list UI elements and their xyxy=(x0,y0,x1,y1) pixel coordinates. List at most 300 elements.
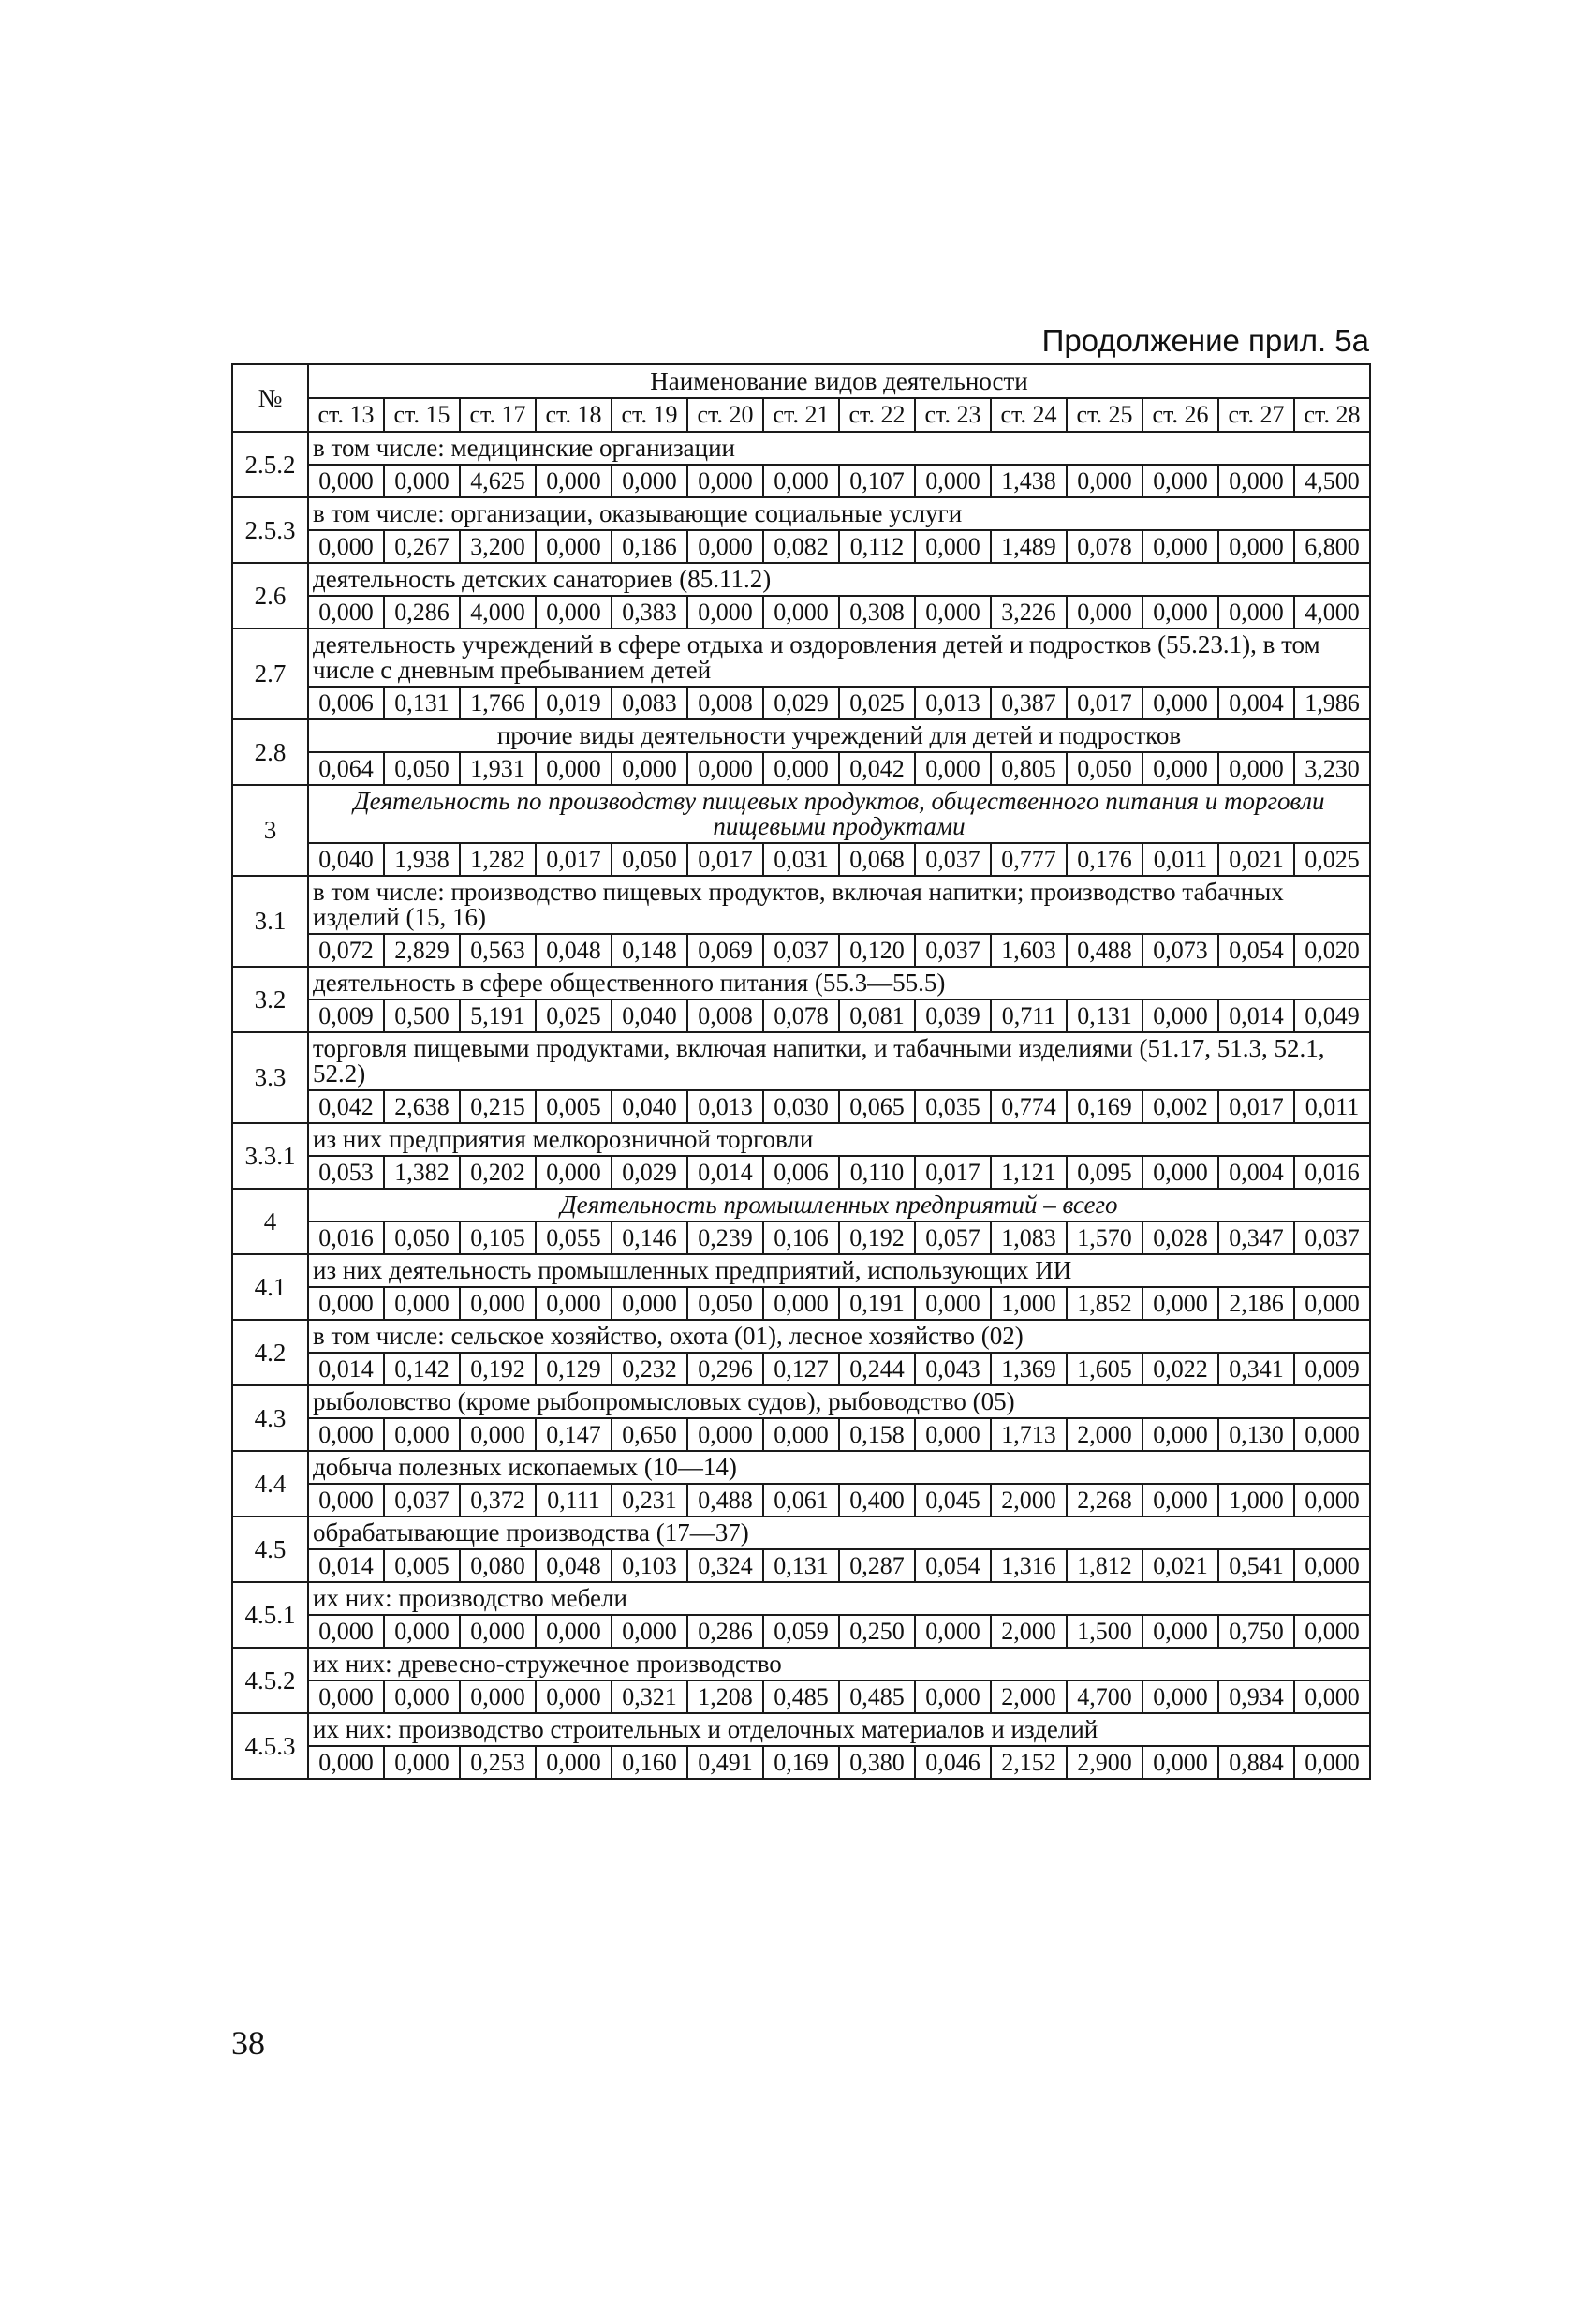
value-cell: 4,700 xyxy=(1067,1680,1142,1713)
value-cell: 0,000 xyxy=(687,596,763,629)
row-number: 2.5.2 xyxy=(232,432,308,497)
column-header: ст. 19 xyxy=(612,398,687,432)
column-header: ст. 15 xyxy=(384,398,460,432)
value-cell: 0,267 xyxy=(384,530,460,563)
value-cell: 0,053 xyxy=(308,1156,384,1189)
value-cell: 0,055 xyxy=(536,1221,612,1254)
value-cell: 0,324 xyxy=(687,1549,763,1582)
value-cell: 0,059 xyxy=(763,1615,839,1648)
value-cell: 0,000 xyxy=(915,596,991,629)
table-row-values xyxy=(232,687,1370,719)
table-row-values xyxy=(232,596,1370,629)
row-number: 2.6 xyxy=(232,563,308,629)
value-cell: 0,541 xyxy=(1218,1549,1294,1582)
value-cell: 2,000 xyxy=(1067,1418,1142,1451)
value-cell: 0,000 xyxy=(1294,1680,1370,1713)
value-cell: 0,035 xyxy=(915,1090,991,1123)
table-row-description xyxy=(232,1123,1370,1156)
value-cell: 0,129 xyxy=(536,1353,612,1385)
value-cell: 0,064 xyxy=(308,752,384,785)
row-number: 4.5 xyxy=(232,1517,308,1582)
table-row-values xyxy=(232,1746,1370,1779)
value-cell: 0,321 xyxy=(612,1680,687,1713)
value-cell: 0,169 xyxy=(763,1746,839,1779)
value-cell: 0,037 xyxy=(763,934,839,967)
table-row-values xyxy=(232,934,1370,967)
value-cell: 0,286 xyxy=(687,1615,763,1648)
value-cell: 0,000 xyxy=(687,752,763,785)
header-group-title: Наименование видов деятельности xyxy=(308,364,1370,398)
value-cell: 0,017 xyxy=(536,843,612,876)
value-cell: 0,000 xyxy=(1294,1615,1370,1648)
table-row-values xyxy=(232,530,1370,563)
activity-coefficients-table xyxy=(231,363,1371,1780)
value-cell: 0,037 xyxy=(1294,1221,1370,1254)
column-header: ст. 23 xyxy=(915,398,991,432)
value-cell: 0,884 xyxy=(1218,1746,1294,1779)
value-cell: 0,000 xyxy=(384,465,460,497)
value-cell: 0,037 xyxy=(915,934,991,967)
value-cell: 1,605 xyxy=(1067,1353,1142,1385)
value-cell: 0,082 xyxy=(763,530,839,563)
value-cell: 0,000 xyxy=(536,752,612,785)
value-cell: 3,200 xyxy=(460,530,536,563)
page-number: 38 xyxy=(231,2024,265,2062)
value-cell: 0,000 xyxy=(1142,1680,1218,1713)
value-cell: 0,000 xyxy=(536,1615,612,1648)
row-number: 4.3 xyxy=(232,1385,308,1451)
value-cell: 0,131 xyxy=(763,1549,839,1582)
table-row-values xyxy=(232,1221,1370,1254)
value-cell: 0,000 xyxy=(1067,465,1142,497)
value-cell: 0,000 xyxy=(308,1484,384,1517)
value-cell: 0,048 xyxy=(536,1549,612,1582)
value-cell: 0,105 xyxy=(460,1221,536,1254)
value-cell: 0,006 xyxy=(308,687,384,719)
value-cell: 0,022 xyxy=(1142,1353,1218,1385)
value-cell: 0,025 xyxy=(839,687,915,719)
value-cell: 0,347 xyxy=(1218,1221,1294,1254)
value-cell: 0,037 xyxy=(915,843,991,876)
value-cell: 0,028 xyxy=(1142,1221,1218,1254)
value-cell: 0,500 xyxy=(384,999,460,1032)
value-cell: 0,000 xyxy=(915,465,991,497)
value-cell: 0,017 xyxy=(687,843,763,876)
value-cell: 0,120 xyxy=(839,934,915,967)
value-cell: 0,286 xyxy=(384,596,460,629)
value-cell: 4,000 xyxy=(460,596,536,629)
value-cell: 0,169 xyxy=(1067,1090,1142,1123)
column-header: ст. 18 xyxy=(536,398,612,432)
value-cell: 0,078 xyxy=(763,999,839,1032)
value-cell: 0,000 xyxy=(612,752,687,785)
value-cell: 0,054 xyxy=(915,1549,991,1582)
value-cell: 0,048 xyxy=(536,934,612,967)
value-cell: 0,192 xyxy=(460,1353,536,1385)
value-cell: 4,500 xyxy=(1294,465,1370,497)
value-cell: 0,000 xyxy=(612,465,687,497)
activity-description: прочие виды деятельности учреждений для детей и подростков xyxy=(308,719,1370,752)
row-number: 3.2 xyxy=(232,967,308,1032)
value-cell: 0,021 xyxy=(1142,1549,1218,1582)
value-cell: 1,208 xyxy=(687,1680,763,1713)
column-header: ст. 28 xyxy=(1294,398,1370,432)
value-cell: 0,127 xyxy=(763,1353,839,1385)
activity-description: в том числе: сельское хозяйство, охота (01), лесное хозяйство (02) xyxy=(308,1320,1370,1353)
activity-description: Деятельность промышленных предприятий – всего xyxy=(308,1189,1370,1221)
activity-description: из них деятельность промышленных предприятий, использующих ИИ xyxy=(308,1254,1370,1287)
value-cell: 0,000 xyxy=(687,465,763,497)
value-cell: 0,176 xyxy=(1067,843,1142,876)
value-cell: 0,308 xyxy=(839,596,915,629)
value-cell: 0,142 xyxy=(384,1353,460,1385)
value-cell: 0,004 xyxy=(1218,687,1294,719)
value-cell: 0,192 xyxy=(839,1221,915,1254)
value-cell: 0,000 xyxy=(1142,1418,1218,1451)
activity-description: в том числе: медицинские организации xyxy=(308,432,1370,465)
activity-description: деятельность учреждений в сфере отдыха и оздоровления детей и подростков (55.23.1), в том числе с дневным пребыванием детей xyxy=(308,629,1370,687)
value-cell: 0,380 xyxy=(839,1746,915,1779)
value-cell: 0,017 xyxy=(1067,687,1142,719)
value-cell: 0,000 xyxy=(1294,1484,1370,1517)
value-cell: 0,014 xyxy=(308,1549,384,1582)
value-cell: 0,000 xyxy=(536,530,612,563)
value-cell: 0,000 xyxy=(308,1615,384,1648)
value-cell: 0,045 xyxy=(915,1484,991,1517)
table-row-values xyxy=(232,752,1370,785)
value-cell: 0,029 xyxy=(612,1156,687,1189)
value-cell: 0,000 xyxy=(460,1680,536,1713)
table-row-description xyxy=(232,719,1370,752)
column-header: ст. 26 xyxy=(1142,398,1218,432)
value-cell: 0,186 xyxy=(612,530,687,563)
value-cell: 1,382 xyxy=(384,1156,460,1189)
value-cell: 0,002 xyxy=(1142,1090,1218,1123)
value-cell: 0,158 xyxy=(839,1418,915,1451)
header-row xyxy=(232,364,1370,398)
table-row-values xyxy=(232,1090,1370,1123)
value-cell: 0,017 xyxy=(915,1156,991,1189)
table-row-description xyxy=(232,563,1370,596)
value-cell: 1,000 xyxy=(991,1287,1067,1320)
value-cell: 0,387 xyxy=(991,687,1067,719)
value-cell: 0,000 xyxy=(1294,1287,1370,1320)
value-cell: 0,111 xyxy=(536,1484,612,1517)
activity-description: добыча полезных ископаемых (10—14) xyxy=(308,1451,1370,1484)
value-cell: 4,625 xyxy=(460,465,536,497)
row-number: 2.7 xyxy=(232,629,308,719)
value-cell: 0,014 xyxy=(308,1353,384,1385)
value-cell: 0,000 xyxy=(308,596,384,629)
value-cell: 0,215 xyxy=(460,1090,536,1123)
value-cell: 0,000 xyxy=(1218,465,1294,497)
row-number: 4.5.1 xyxy=(232,1582,308,1648)
row-number: 4 xyxy=(232,1189,308,1254)
value-cell: 0,050 xyxy=(384,1221,460,1254)
value-cell: 0,107 xyxy=(839,465,915,497)
value-cell: 5,191 xyxy=(460,999,536,1032)
value-cell: 0,777 xyxy=(991,843,1067,876)
value-cell: 0,000 xyxy=(612,1287,687,1320)
value-cell: 1,438 xyxy=(991,465,1067,497)
table-row-description xyxy=(232,1713,1370,1746)
value-cell: 0,805 xyxy=(991,752,1067,785)
value-cell: 3,226 xyxy=(991,596,1067,629)
value-cell: 0,232 xyxy=(612,1353,687,1385)
column-header: ст. 13 xyxy=(308,398,384,432)
table-row-values xyxy=(232,1615,1370,1648)
value-cell: 0,000 xyxy=(536,1156,612,1189)
value-cell: 0,061 xyxy=(763,1484,839,1517)
value-cell: 0,016 xyxy=(1294,1156,1370,1189)
value-cell: 0,000 xyxy=(763,465,839,497)
row-number: 4.2 xyxy=(232,1320,308,1385)
value-cell: 0,078 xyxy=(1067,530,1142,563)
value-cell: 0,112 xyxy=(839,530,915,563)
value-cell: 0,000 xyxy=(308,1287,384,1320)
value-cell: 1,369 xyxy=(991,1353,1067,1385)
value-cell: 0,013 xyxy=(915,687,991,719)
table-row-description xyxy=(232,876,1370,934)
value-cell: 0,031 xyxy=(763,843,839,876)
value-cell: 0,563 xyxy=(460,934,536,967)
activity-description: в том числе: производство пищевых продуктов, включая напитки; производство табачных изделий (15, 16) xyxy=(308,876,1370,934)
value-cell: 0,146 xyxy=(612,1221,687,1254)
value-cell: 1,713 xyxy=(991,1418,1067,1451)
value-cell: 1,083 xyxy=(991,1221,1067,1254)
value-cell: 2,829 xyxy=(384,934,460,967)
value-cell: 0,239 xyxy=(687,1221,763,1254)
table-row-values xyxy=(232,999,1370,1032)
value-cell: 0,000 xyxy=(1294,1746,1370,1779)
value-cell: 0,011 xyxy=(1294,1090,1370,1123)
activity-description: их них: производство мебели xyxy=(308,1582,1370,1615)
value-cell: 2,186 xyxy=(1218,1287,1294,1320)
value-cell: 0,491 xyxy=(687,1746,763,1779)
value-cell: 0,040 xyxy=(308,843,384,876)
value-cell: 0,000 xyxy=(1294,1418,1370,1451)
value-cell: 0,042 xyxy=(308,1090,384,1123)
row-number: 2.8 xyxy=(232,719,308,785)
value-cell: 0,000 xyxy=(1142,1287,1218,1320)
value-cell: 0,025 xyxy=(536,999,612,1032)
table-row-description xyxy=(232,1189,1370,1221)
value-cell: 0,485 xyxy=(839,1680,915,1713)
value-cell: 0,014 xyxy=(687,1156,763,1189)
value-cell: 0,750 xyxy=(1218,1615,1294,1648)
value-cell: 0,000 xyxy=(384,1418,460,1451)
value-cell: 0,296 xyxy=(687,1353,763,1385)
row-number: 3 xyxy=(232,785,308,876)
activity-description: их них: производство строительных и отделочных материалов и изделий xyxy=(308,1713,1370,1746)
value-cell: 0,000 xyxy=(1142,1156,1218,1189)
value-cell: 0,000 xyxy=(763,752,839,785)
value-cell: 0,000 xyxy=(915,530,991,563)
column-header: ст. 21 xyxy=(763,398,839,432)
value-cell: 0,009 xyxy=(308,999,384,1032)
value-cell: 0,016 xyxy=(308,1221,384,1254)
value-cell: 0,000 xyxy=(1142,752,1218,785)
table-row-values xyxy=(232,843,1370,876)
value-cell: 0,037 xyxy=(384,1484,460,1517)
value-cell: 0,130 xyxy=(1218,1418,1294,1451)
activity-description: рыболовство (кроме рыбопромысловых судов), рыбоводство (05) xyxy=(308,1385,1370,1418)
value-cell: 0,000 xyxy=(460,1418,536,1451)
value-cell: 0,008 xyxy=(687,687,763,719)
table-row-description xyxy=(232,1032,1370,1090)
value-cell: 0,072 xyxy=(308,934,384,967)
value-cell: 1,570 xyxy=(1067,1221,1142,1254)
value-cell: 0,050 xyxy=(1067,752,1142,785)
value-cell: 1,766 xyxy=(460,687,536,719)
table-row-values xyxy=(232,1484,1370,1517)
row-number: 4.5.3 xyxy=(232,1713,308,1779)
value-cell: 0,004 xyxy=(1218,1156,1294,1189)
value-cell: 0,005 xyxy=(536,1090,612,1123)
value-cell: 0,000 xyxy=(1142,1746,1218,1779)
value-cell: 6,800 xyxy=(1294,530,1370,563)
value-cell: 0,000 xyxy=(1142,465,1218,497)
value-cell: 0,000 xyxy=(308,1680,384,1713)
value-cell: 1,500 xyxy=(1067,1615,1142,1648)
table-row-description xyxy=(232,1320,1370,1353)
value-cell: 0,000 xyxy=(1142,1484,1218,1517)
value-cell: 0,065 xyxy=(839,1090,915,1123)
activity-description: Деятельность по производству пищевых продуктов, общественного питания и торговли пищевыми продуктами xyxy=(308,785,1370,843)
value-cell: 0,244 xyxy=(839,1353,915,1385)
value-cell: 0,095 xyxy=(1067,1156,1142,1189)
header-num-label: № xyxy=(232,364,308,432)
table-row-values xyxy=(232,1418,1370,1451)
activity-description: в том числе: организации, оказывающие социальные услуги xyxy=(308,497,1370,530)
value-cell: 0,000 xyxy=(1142,1615,1218,1648)
table-row-values xyxy=(232,1549,1370,1582)
value-cell: 0,485 xyxy=(763,1680,839,1713)
row-number: 3.3 xyxy=(232,1032,308,1123)
activity-description: деятельность детских санаториев (85.11.2) xyxy=(308,563,1370,596)
value-cell: 0,383 xyxy=(612,596,687,629)
table-row-description xyxy=(232,1451,1370,1484)
value-cell: 2,000 xyxy=(991,1615,1067,1648)
value-cell: 0,000 xyxy=(1218,596,1294,629)
value-cell: 0,103 xyxy=(612,1549,687,1582)
value-cell: 0,000 xyxy=(1067,596,1142,629)
value-cell: 0,000 xyxy=(763,596,839,629)
value-cell: 0,147 xyxy=(536,1418,612,1451)
value-cell: 0,000 xyxy=(384,1680,460,1713)
row-number: 3.1 xyxy=(232,876,308,967)
value-cell: 0,287 xyxy=(839,1549,915,1582)
table-row-description xyxy=(232,785,1370,843)
value-cell: 0,050 xyxy=(384,752,460,785)
value-cell: 0,013 xyxy=(687,1090,763,1123)
value-cell: 0,000 xyxy=(308,1418,384,1451)
value-cell: 0,000 xyxy=(384,1287,460,1320)
value-cell: 0,014 xyxy=(1218,999,1294,1032)
value-cell: 1,489 xyxy=(991,530,1067,563)
value-cell: 0,131 xyxy=(384,687,460,719)
value-cell: 0,011 xyxy=(1142,843,1218,876)
table-row-description xyxy=(232,629,1370,687)
value-cell: 0,073 xyxy=(1142,934,1218,967)
value-cell: 0,774 xyxy=(991,1090,1067,1123)
value-cell: 0,069 xyxy=(687,934,763,967)
value-cell: 0,110 xyxy=(839,1156,915,1189)
value-cell: 1,603 xyxy=(991,934,1067,967)
value-cell: 0,006 xyxy=(763,1156,839,1189)
value-cell: 0,488 xyxy=(1067,934,1142,967)
value-cell: 0,934 xyxy=(1218,1680,1294,1713)
value-cell: 2,900 xyxy=(1067,1746,1142,1779)
column-header: ст. 17 xyxy=(460,398,536,432)
table-row-description xyxy=(232,1648,1370,1680)
table-row-description xyxy=(232,1254,1370,1287)
table-row-description xyxy=(232,497,1370,530)
value-cell: 3,230 xyxy=(1294,752,1370,785)
table-row-values xyxy=(232,465,1370,497)
value-cell: 0,080 xyxy=(460,1549,536,1582)
value-cell: 2,152 xyxy=(991,1746,1067,1779)
continuation-label: Продолжение прил. 5а xyxy=(1041,323,1369,358)
value-cell: 0,000 xyxy=(536,596,612,629)
value-cell: 1,282 xyxy=(460,843,536,876)
value-cell: 0,650 xyxy=(612,1418,687,1451)
value-cell: 2,638 xyxy=(384,1090,460,1123)
table-row-description xyxy=(232,1517,1370,1549)
value-cell: 0,106 xyxy=(763,1221,839,1254)
activity-description: из них предприятия мелкорозничной торговли xyxy=(308,1123,1370,1156)
value-cell: 0,000 xyxy=(308,1746,384,1779)
activity-description: деятельность в сфере общественного питания (55.3—55.5) xyxy=(308,967,1370,999)
value-cell: 0,081 xyxy=(839,999,915,1032)
value-cell: 0,030 xyxy=(763,1090,839,1123)
value-cell: 1,316 xyxy=(991,1549,1067,1582)
value-cell: 0,711 xyxy=(991,999,1067,1032)
value-cell: 0,000 xyxy=(460,1287,536,1320)
value-cell: 0,020 xyxy=(1294,934,1370,967)
value-cell: 0,000 xyxy=(612,1615,687,1648)
value-cell: 0,000 xyxy=(1142,687,1218,719)
value-cell: 0,019 xyxy=(536,687,612,719)
value-cell: 0,000 xyxy=(1294,1549,1370,1582)
table-row-description xyxy=(232,967,1370,999)
value-cell: 0,160 xyxy=(612,1746,687,1779)
value-cell: 0,000 xyxy=(384,1746,460,1779)
value-cell: 0,000 xyxy=(687,530,763,563)
value-cell: 0,400 xyxy=(839,1484,915,1517)
activity-description: их них: древесно-стружечное производство xyxy=(308,1648,1370,1680)
value-cell: 0,148 xyxy=(612,934,687,967)
value-cell: 0,000 xyxy=(687,1418,763,1451)
value-cell: 0,202 xyxy=(460,1156,536,1189)
value-cell: 1,852 xyxy=(1067,1287,1142,1320)
table-row-description xyxy=(232,1582,1370,1615)
value-cell: 0,009 xyxy=(1294,1353,1370,1385)
value-cell: 0,000 xyxy=(308,530,384,563)
value-cell: 0,043 xyxy=(915,1353,991,1385)
row-number: 4.1 xyxy=(232,1254,308,1320)
row-number: 4.5.2 xyxy=(232,1648,308,1713)
value-cell: 0,341 xyxy=(1218,1353,1294,1385)
value-cell: 0,000 xyxy=(915,752,991,785)
value-cell: 4,000 xyxy=(1294,596,1370,629)
value-cell: 0,000 xyxy=(1142,999,1218,1032)
value-cell: 0,000 xyxy=(384,1615,460,1648)
value-cell: 0,000 xyxy=(915,1287,991,1320)
value-cell: 0,040 xyxy=(612,1090,687,1123)
value-cell: 0,488 xyxy=(687,1484,763,1517)
value-cell: 0,042 xyxy=(839,752,915,785)
